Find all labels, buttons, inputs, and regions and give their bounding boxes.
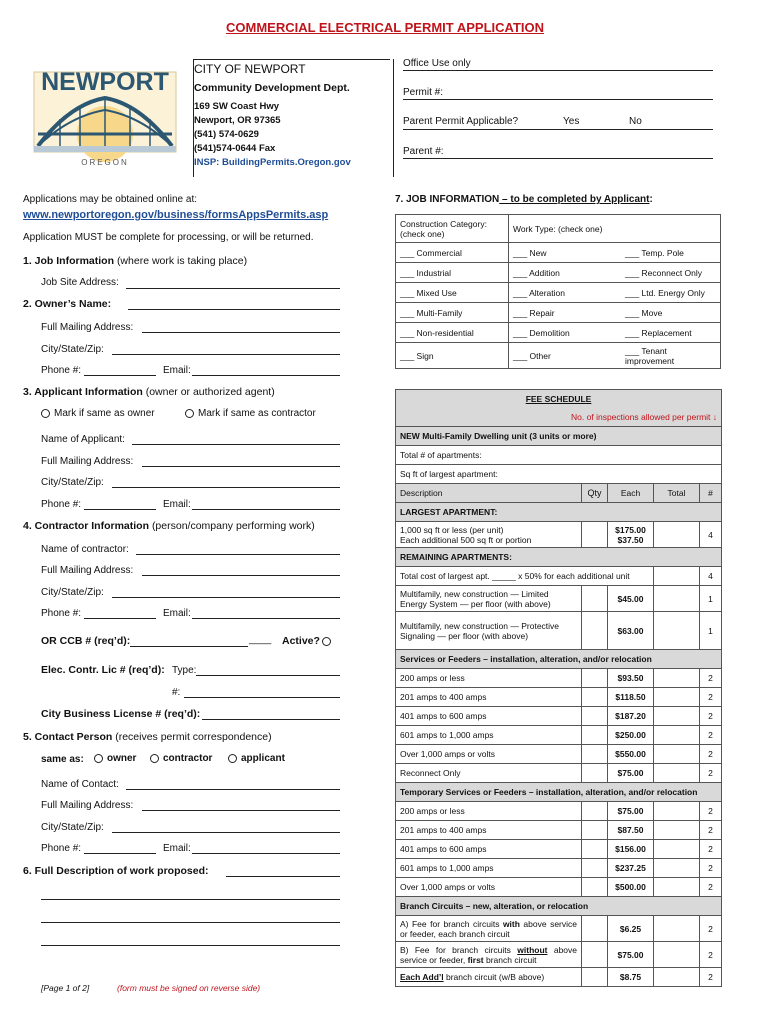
total-cell[interactable] xyxy=(654,522,700,548)
fee-desc: 401 amps to 600 amps xyxy=(396,840,582,859)
job-info-heading xyxy=(395,194,653,205)
branch-a-text-1: A) Fee for branch circuits xyxy=(400,918,503,929)
type-label: Type: xyxy=(172,665,197,676)
same-as-label: same as: xyxy=(41,754,84,765)
total-cell[interactable] xyxy=(654,840,700,859)
divider xyxy=(393,59,394,177)
yes-option[interactable]: Yes xyxy=(563,116,580,127)
bridge-logo-icon xyxy=(30,64,180,172)
contractor-phone-input[interactable] xyxy=(84,618,156,619)
services-rows xyxy=(396,669,722,783)
contact-name-label: Name of Contact: xyxy=(41,779,119,790)
work-new[interactable]: ___ New xyxy=(509,243,622,263)
contractor-csz-label: City/State/Zip: xyxy=(41,587,104,598)
owner-csz-input[interactable] xyxy=(112,354,340,355)
work-type-header: Work Type: (check one) xyxy=(509,215,721,243)
fee-amount: $75.00 xyxy=(608,802,654,821)
work-move[interactable]: ___ Move xyxy=(621,303,721,323)
arrow-down-icon: ↓ xyxy=(712,412,718,422)
table-row xyxy=(396,567,722,586)
contractor-mailing-label: Full Mailing Address: xyxy=(41,565,134,576)
radio-circle-icon[interactable] xyxy=(150,754,159,763)
ccb-input[interactable] xyxy=(130,646,248,647)
branch-b-text-2: above service or feeder, xyxy=(400,944,577,965)
inspections-count: 2 xyxy=(700,916,722,942)
cat-multi-family[interactable]: ___ Multi-Family xyxy=(396,303,509,323)
owner-email-input[interactable] xyxy=(192,375,340,376)
city-name: CITY OF NEWPORT xyxy=(194,62,306,76)
fee-desc: 401 amps to 600 amps xyxy=(396,707,582,726)
contractor-email-label: Email: xyxy=(163,608,191,619)
fee-amount: $93.50 xyxy=(608,669,654,688)
total-cell[interactable] xyxy=(654,916,700,942)
table-row xyxy=(396,878,722,897)
qty-cell[interactable] xyxy=(582,840,608,859)
branch-b-desc xyxy=(396,942,582,968)
lic-number-input[interactable] xyxy=(184,697,340,698)
same-contractor-option[interactable] xyxy=(185,408,316,419)
fee-amount: $187.20 xyxy=(608,707,654,726)
total-cell[interactable] xyxy=(654,586,700,612)
ccb-label: OR CCB # (req’d): xyxy=(41,635,131,647)
largest-desc-2: Each additional 500 sq ft or portion xyxy=(400,534,532,545)
forms-url-link[interactable]: www.newportoregon.gov/business/formsAppsPermits.asp xyxy=(23,209,329,221)
cat-commercial[interactable]: ___ Commercial xyxy=(396,243,509,263)
total-cell[interactable] xyxy=(654,821,700,840)
fee-amount: $500.00 xyxy=(608,878,654,897)
fee-amount: $75.00 xyxy=(608,764,654,783)
inspections-count: 2 xyxy=(700,878,722,897)
logo-name: NEWPORT xyxy=(41,68,169,96)
largest-desc-1: 1,000 sq ft or less (per unit) xyxy=(400,524,504,535)
job-info-table xyxy=(395,214,721,369)
table-row xyxy=(396,586,722,612)
fee-amount: $87.50 xyxy=(608,821,654,840)
col-number: # xyxy=(700,484,722,503)
largest-apartment-heading: LARGEST APARTMENT: xyxy=(396,503,722,522)
table-row xyxy=(396,707,722,726)
qty-cell[interactable] xyxy=(582,764,608,783)
inspections-count: 1 xyxy=(700,586,722,612)
work-reconnect[interactable]: ___ Reconnect Only xyxy=(621,263,721,283)
parent-applicable-label: Parent Permit Applicable? xyxy=(403,116,519,127)
parent-applicable-row xyxy=(403,116,713,130)
col-each: Each xyxy=(608,484,654,503)
contractor-csz-input[interactable] xyxy=(112,597,340,598)
fee-desc: Reconnect Only xyxy=(396,764,582,783)
category-header: Construction Category: (check one) xyxy=(396,215,509,243)
contact-email-label: Email: xyxy=(163,843,191,854)
qty-cell[interactable] xyxy=(582,821,608,840)
fee-desc: 200 amps or less xyxy=(396,802,582,821)
services-heading: Services or Feeders – installation, alteration, and/or relocation xyxy=(396,650,722,669)
applicant-phone-input[interactable] xyxy=(84,509,156,510)
applicant-csz-label: City/State/Zip: xyxy=(41,477,104,488)
inspections-count: 2 xyxy=(700,726,722,745)
applicant-email-input[interactable] xyxy=(192,509,340,510)
fee-amount: $237.25 xyxy=(608,859,654,878)
branch-a-text-2: above service or feeder, each branch circuit xyxy=(400,918,577,939)
temporary-rows xyxy=(396,802,722,897)
dept: Community Development Dept. xyxy=(194,82,350,94)
branch-a-fee: $6.25 xyxy=(608,916,654,942)
lic-number-label: #: xyxy=(172,687,181,698)
section-5-title: 5. Contact Person xyxy=(23,731,113,743)
applicant-name-input[interactable] xyxy=(132,444,340,445)
job-info-colon: : xyxy=(649,194,653,205)
largest-fee xyxy=(608,522,654,548)
fee-schedule-table xyxy=(395,389,722,987)
fee-amount: $250.00 xyxy=(608,726,654,745)
table-row xyxy=(396,745,722,764)
work-other[interactable]: ___ Other xyxy=(509,343,622,369)
owner-name-input[interactable] xyxy=(128,309,340,310)
table-row xyxy=(396,688,722,707)
job-info-title: 7. JOB INFORMATION xyxy=(395,194,500,205)
business-lic-input[interactable] xyxy=(202,719,340,720)
owner-mailing-label: Full Mailing Address: xyxy=(41,322,134,333)
table-row xyxy=(396,802,722,821)
description-line-3[interactable] xyxy=(41,922,340,923)
contact-mailing-label: Full Mailing Address: xyxy=(41,800,134,811)
owner-phone-input[interactable] xyxy=(84,375,156,376)
page-indicator: [Page 1 of 2] xyxy=(41,983,90,993)
description-line-1[interactable] xyxy=(226,876,340,877)
fee-desc: Over 1,000 amps or volts xyxy=(396,878,582,897)
sqft-largest-field[interactable]: Sq ft of largest apartment: xyxy=(396,465,722,484)
branch-a-desc xyxy=(396,916,582,942)
owner-phone-label: Phone #: xyxy=(41,365,82,376)
inspections-count: 2 xyxy=(700,764,722,783)
table-row xyxy=(396,916,722,942)
section-3-title: 3. Applicant Information xyxy=(23,386,143,398)
total-cell[interactable] xyxy=(654,612,700,650)
section-6-heading: 6. Full Description of work proposed: xyxy=(23,865,209,877)
active-option[interactable] xyxy=(322,636,335,647)
fee-desc: 601 amps to 1,000 amps xyxy=(396,859,582,878)
work-repair[interactable]: ___ Repair xyxy=(509,303,622,323)
same-owner-option[interactable] xyxy=(41,408,155,419)
divider xyxy=(193,59,194,177)
section-5-note: (receives permit correspondence) xyxy=(115,731,272,743)
radio-circle-icon[interactable] xyxy=(228,754,237,763)
inspections-count: 2 xyxy=(700,745,722,764)
inspections-note xyxy=(396,408,722,427)
total-cell[interactable] xyxy=(654,669,700,688)
total-cell[interactable] xyxy=(654,968,700,987)
branch-b-fee: $75.00 xyxy=(608,942,654,968)
work-tenant-improvement[interactable]: ___ Tenant improvement xyxy=(621,343,721,369)
protective-fee: $63.00 xyxy=(608,612,654,650)
contractor-name-label: Name of contractor: xyxy=(41,544,129,555)
qty-cell[interactable] xyxy=(582,802,608,821)
cat-industrial[interactable]: ___ Industrial xyxy=(396,263,509,283)
insp-link[interactable]: INSP: BuildingPermits.Oregon.gov xyxy=(194,157,351,168)
contractor-mailing-input[interactable] xyxy=(142,575,340,576)
total-cell[interactable] xyxy=(654,745,700,764)
inspections-count: 2 xyxy=(700,968,722,987)
qty-cell[interactable] xyxy=(582,968,608,987)
business-lic-label: City Business License # (req’d): xyxy=(41,708,201,720)
fee-desc: 201 amps to 400 amps xyxy=(396,821,582,840)
owner-mailing-input[interactable] xyxy=(142,332,340,333)
applicant-email-label: Email: xyxy=(163,499,191,510)
qty-cell[interactable] xyxy=(582,688,608,707)
contact-owner-label: owner xyxy=(107,753,137,764)
branch-b-without: without xyxy=(517,944,548,955)
table-row xyxy=(396,669,722,688)
total-cell[interactable] xyxy=(654,802,700,821)
qty-cell[interactable] xyxy=(582,916,608,942)
elec-lic-label: Elec. Contr. Lic # (req’d): xyxy=(41,664,165,676)
fee-schedule-heading: FEE SCHEDULE xyxy=(396,390,722,409)
office-use-heading: Office Use only xyxy=(403,58,713,71)
section-1-heading xyxy=(23,255,247,267)
work-demolition[interactable]: ___ Demolition xyxy=(509,323,622,343)
job-site-label: Job Site Address: xyxy=(41,277,119,288)
applicant-mailing-label: Full Mailing Address: xyxy=(41,456,134,467)
qty-cell[interactable] xyxy=(582,612,608,650)
fee-desc: 601 amps to 1,000 amps xyxy=(396,726,582,745)
job-site-input[interactable] xyxy=(126,288,340,289)
table-row xyxy=(396,821,722,840)
applicant-name-label: Name of Applicant: xyxy=(41,434,125,445)
work-addition[interactable]: ___ Addition xyxy=(509,263,622,283)
total-cell[interactable] xyxy=(654,878,700,897)
limited-energy-fee: $45.00 xyxy=(608,586,654,612)
multi-family-heading: NEW Multi-Family Dwelling unit (3 units or more) xyxy=(396,427,722,446)
contact-phone-input[interactable] xyxy=(84,853,156,854)
contact-phone-label: Phone #: xyxy=(41,843,82,854)
section-3-note: (owner or authorized agent) xyxy=(145,386,275,398)
total-cell[interactable] xyxy=(654,567,700,586)
qty-cell[interactable] xyxy=(582,669,608,688)
col-description: Description xyxy=(396,484,582,503)
total-cell[interactable] xyxy=(654,707,700,726)
parent-number-field[interactable]: Parent #: xyxy=(403,146,713,159)
inspections-count: 2 xyxy=(700,840,722,859)
job-info-subtitle: – to be completed by Applicant xyxy=(499,194,650,205)
table-row xyxy=(396,612,722,650)
contact-contractor-label: contractor xyxy=(163,753,213,764)
office-use-box xyxy=(403,58,713,159)
qty-cell[interactable] xyxy=(582,726,608,745)
lic-type-input[interactable] xyxy=(196,675,340,676)
work-alteration[interactable]: ___ Alteration xyxy=(509,283,622,303)
no-option[interactable]: No xyxy=(629,116,642,127)
total-cell[interactable] xyxy=(654,764,700,783)
table-row xyxy=(396,522,722,548)
section-1-note: (where work is taking place) xyxy=(116,255,248,267)
qty-cell[interactable] xyxy=(582,745,608,764)
largest-fee-2: $37.50 xyxy=(617,534,644,545)
qty-cell[interactable] xyxy=(582,586,608,612)
phone: (541) 574-0629 xyxy=(194,129,259,140)
inspections-count: 2 xyxy=(700,942,722,968)
radio-circle-icon[interactable] xyxy=(185,409,194,418)
contact-owner-option[interactable] xyxy=(94,753,136,764)
each-add-text: branch circuit (w/B above) xyxy=(443,972,545,982)
same-contractor-label: Mark if same as contractor xyxy=(198,408,316,419)
total-cell[interactable] xyxy=(654,726,700,745)
owner-email-label: Email: xyxy=(163,365,191,376)
city-info xyxy=(194,59,390,168)
cat-non-residential[interactable]: ___ Non-residential xyxy=(396,323,509,343)
table-row xyxy=(396,942,722,968)
inspections-count: 1 xyxy=(700,612,722,650)
work-temp-pole[interactable]: ___ Temp. Pole xyxy=(621,243,721,263)
address-2: Newport, OR 97365 xyxy=(194,115,281,126)
qty-cell[interactable] xyxy=(582,878,608,897)
same-owner-label: Mark if same as owner xyxy=(54,408,155,419)
fee-amount: $550.00 xyxy=(608,745,654,764)
table-row xyxy=(396,764,722,783)
fee-amount: $118.50 xyxy=(608,688,654,707)
each-add-label: Each Add’l xyxy=(400,972,444,982)
fee-desc: 200 amps or less xyxy=(396,669,582,688)
radio-circle-icon[interactable] xyxy=(322,637,331,646)
work-replacement[interactable]: ___ Replacement xyxy=(621,323,721,343)
protective-desc: Multifamily, new construction — Protective Signaling — per floor (with above) xyxy=(396,612,582,650)
inspections-count: 2 xyxy=(700,802,722,821)
branch-b-text-3: branch circuit xyxy=(483,954,537,965)
contractor-phone-label: Phone #: xyxy=(41,608,82,619)
section-4-heading xyxy=(23,520,315,532)
section-1-title: 1. Job Information xyxy=(23,255,115,267)
section-4-title: 4. Contractor Information xyxy=(23,520,150,532)
section-5-heading xyxy=(23,731,272,743)
contractor-email-input[interactable] xyxy=(192,618,340,619)
branch-b-first: first xyxy=(467,954,484,965)
each-add-fee: $8.75 xyxy=(608,968,654,987)
largest-fee-1: $175.00 xyxy=(615,524,646,535)
address-1: 169 SW Coast Hwy xyxy=(194,101,279,112)
inspections-label: No. of inspections allowed per permit xyxy=(571,412,711,422)
contact-csz-input[interactable] xyxy=(112,832,340,833)
total-cell[interactable] xyxy=(654,859,700,878)
cat-mixed-use[interactable]: ___ Mixed Use xyxy=(396,283,509,303)
table-row xyxy=(396,968,722,987)
contact-name-input[interactable] xyxy=(126,789,340,790)
inspections-count: 2 xyxy=(700,859,722,878)
description-line-4[interactable] xyxy=(41,945,340,946)
radio-circle-icon[interactable] xyxy=(41,409,50,418)
work-ltd-energy[interactable]: ___ Ltd. Energy Only xyxy=(621,283,721,303)
applicant-phone-label: Phone #: xyxy=(41,499,82,510)
branch-b-text-1: B) Fee for branch circuits xyxy=(400,944,518,955)
owner-csz-label: City/State/Zip: xyxy=(41,344,104,355)
table-row xyxy=(396,726,722,745)
remaining-desc: Total cost of largest apt. _____ x 50% for each additional unit xyxy=(396,567,654,586)
newport-logo xyxy=(30,64,180,172)
qty-cell[interactable] xyxy=(582,522,608,548)
temporary-heading: Temporary Services or Feeders – installation, alteration, and/or relocation xyxy=(396,783,722,802)
contact-csz-label: City/State/Zip: xyxy=(41,822,104,833)
largest-desc xyxy=(396,522,582,548)
logo-sub: OREGON xyxy=(81,158,129,167)
description-line-2[interactable] xyxy=(41,899,340,900)
obtain-online: Applications may be obtained online at: xyxy=(23,194,198,205)
qty-cell[interactable] xyxy=(582,942,608,968)
section-4-note: (person/company performing work) xyxy=(151,520,315,532)
fee-desc: Over 1,000 amps or volts xyxy=(396,745,582,764)
signed-note: (form must be signed on reverse side) xyxy=(117,983,261,993)
contact-mailing-input[interactable] xyxy=(142,810,340,811)
inspections-count: 2 xyxy=(700,707,722,726)
contact-applicant-option[interactable] xyxy=(228,753,285,764)
section-2-heading: 2. Owner’s Name: xyxy=(23,298,112,310)
remaining-heading: REMAINING APARTMENTS: xyxy=(396,548,722,567)
qty-cell[interactable] xyxy=(582,859,608,878)
contact-email-input[interactable] xyxy=(192,853,340,854)
table-row xyxy=(396,840,722,859)
col-total: Total xyxy=(654,484,700,503)
active-label: Active? xyxy=(282,635,320,647)
limited-energy-desc: Multifamily, new construction — Limited Energy System — per floor (with above) xyxy=(396,586,582,612)
permit-number-field[interactable]: Permit #: xyxy=(403,87,713,100)
branch-a-with: with xyxy=(502,918,520,929)
inspections-count: 2 xyxy=(700,688,722,707)
contact-contractor-option[interactable] xyxy=(150,753,212,764)
table-row xyxy=(396,859,722,878)
fee-desc: 201 amps to 400 amps xyxy=(396,688,582,707)
total-apartments-field[interactable]: Total # of apartments: xyxy=(396,446,722,465)
fax: (541)574-0644 Fax xyxy=(194,143,276,154)
ccb-tail: ____ xyxy=(249,634,272,645)
inspections-count: 4 xyxy=(700,567,722,586)
cat-sign[interactable]: ___ Sign xyxy=(396,343,509,369)
total-cell[interactable] xyxy=(654,942,700,968)
inspections-count: 2 xyxy=(700,669,722,688)
branch-heading: Branch Circuits – new, alteration, or relocation xyxy=(396,897,722,916)
must-complete-note: Application MUST be complete for processing, or will be returned. xyxy=(23,232,314,243)
each-add-desc xyxy=(396,968,582,987)
page-title: COMMERCIAL ELECTRICAL PERMIT APPLICATION xyxy=(225,20,545,35)
radio-circle-icon[interactable] xyxy=(94,754,103,763)
col-qty: Qty xyxy=(582,484,608,503)
total-cell[interactable] xyxy=(654,688,700,707)
applicant-mailing-input[interactable] xyxy=(142,466,340,467)
inspections-count: 4 xyxy=(700,522,722,548)
fee-amount: $156.00 xyxy=(608,840,654,859)
qty-cell[interactable] xyxy=(582,707,608,726)
contractor-name-input[interactable] xyxy=(136,554,340,555)
contact-applicant-label: applicant xyxy=(241,753,285,764)
inspections-count: 2 xyxy=(700,821,722,840)
applicant-csz-input[interactable] xyxy=(112,487,340,488)
section-3-heading xyxy=(23,386,275,398)
